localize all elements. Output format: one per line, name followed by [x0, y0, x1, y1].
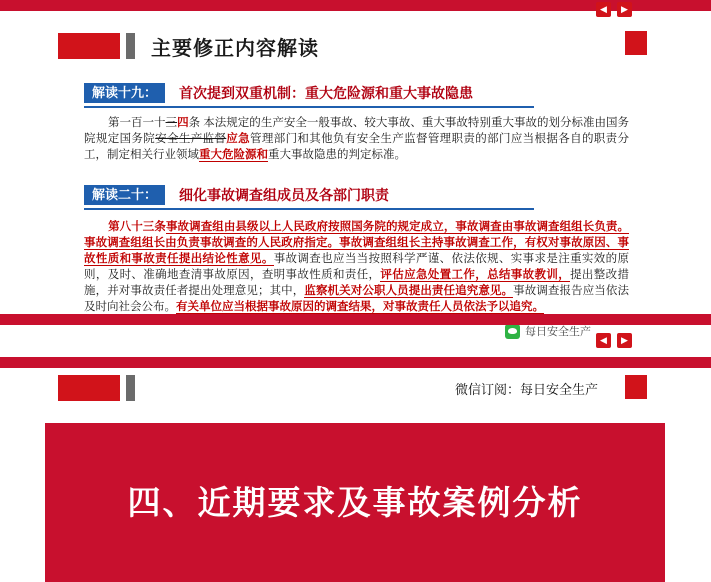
p19-strike: 三 — [165, 117, 178, 129]
p19-strike2: 安全生产监督 — [155, 133, 227, 145]
p20-red1: 事故调查组由县级以上人民政府按照国务院的规定成立，事故调查由事故调查组组长负责。 — [165, 221, 629, 233]
p20-red5: 有关单位应当根据事故原因的调查结果，对事故责任人员依法予以追究。 — [176, 301, 544, 313]
section-underline-19 — [84, 106, 534, 108]
p20-c: 事故调查报告应当依法及时向社会公布。 — [84, 285, 630, 313]
p19-red2: 应急 — [226, 133, 250, 145]
p20-a: 事故调查也应当当按照科学严谨、依法依规、实事求是注重实效的原则，及时、准确地查清事故原因，查明事故性质和责任， — [84, 253, 629, 281]
wechat-label: 每日安全生产 — [525, 326, 591, 338]
slide2-red-block — [58, 375, 120, 401]
slide1-bottom-bar — [0, 314, 711, 325]
prev-arrow-icon-bottom[interactable]: ◀ — [596, 333, 611, 348]
chapter-banner — [45, 423, 665, 582]
p20-red4: 监察机关对公职人员提出责任追究意见。 — [304, 285, 514, 297]
section-paragraph-19 — [84, 115, 629, 163]
title-red-block — [58, 33, 120, 59]
p19-prefix: 第一百一十 — [108, 117, 166, 129]
slide2-right-accent-block — [625, 375, 647, 399]
p20-no: 第八十三条 — [108, 221, 166, 233]
p19-b: 管理部门和其他负有安全生产监督管理职责的部门应当根据各自的职责分工，制定相关行业领域 — [84, 133, 630, 161]
section-paragraph-20 — [84, 219, 629, 315]
subscribe-label: 微信订阅：每日安全生产 — [455, 382, 599, 397]
next-arrow-icon[interactable]: ▶ — [617, 2, 632, 17]
title-gray-block — [126, 33, 135, 59]
chapter-title: 四、近期要求及事故案例分析 — [127, 484, 583, 521]
prev-arrow-icon[interactable]: ◀ — [596, 2, 611, 17]
wechat-watermark — [505, 323, 591, 339]
slide1-title-row — [58, 29, 319, 63]
p20-red2: 事故调查组组长由负责事故调查的人民政府指定。事故调查组组长主持事故调查工作，有权对事故原因、事故性质和事故责任提出结论性意见。 — [84, 237, 629, 265]
next-arrow-icon-bottom[interactable]: ▶ — [617, 333, 632, 348]
slide-chapter-four — [0, 357, 711, 582]
slide1-content-area — [0, 11, 711, 338]
nav-controls-top[interactable] — [596, 2, 632, 17]
wechat-icon — [505, 324, 520, 339]
nav-controls-bottom[interactable] — [596, 333, 632, 348]
p19-red3: 重大危险源和 — [199, 149, 268, 161]
section-heading-19: 首次提到双重机制：重大危险源和重大事故隐患 — [179, 85, 474, 101]
p19-c: 重大事故隐患的判定标准。 — [268, 149, 406, 161]
p20-red3: 评估应急处置工作，总结事故教训， — [380, 269, 571, 281]
p19-a: 条 本法规定的生产安全一般事故、较大事故、重大事故特别重大事故的划分标准由国务院规定国务院 — [84, 117, 630, 145]
section-underline-20 — [84, 208, 534, 210]
section-heading-20: 细化事故调查组成员及各部门职责 — [179, 187, 390, 203]
section-header-20 — [84, 183, 389, 207]
section-header-19 — [84, 81, 473, 105]
section-tag-19: 解读十九： — [84, 83, 165, 103]
slide2-gray-block — [126, 375, 135, 401]
p19-red1: 四 — [177, 117, 189, 129]
slide2-top-bar — [0, 357, 711, 368]
page-title: 主要修正内容解读 — [151, 37, 319, 60]
p20-b: 提出整改措施，并对事故责任者提出处理意见；其中， — [84, 269, 630, 297]
section-tag-20: 解读二十： — [84, 185, 165, 205]
title-right-accent-block — [625, 31, 647, 55]
